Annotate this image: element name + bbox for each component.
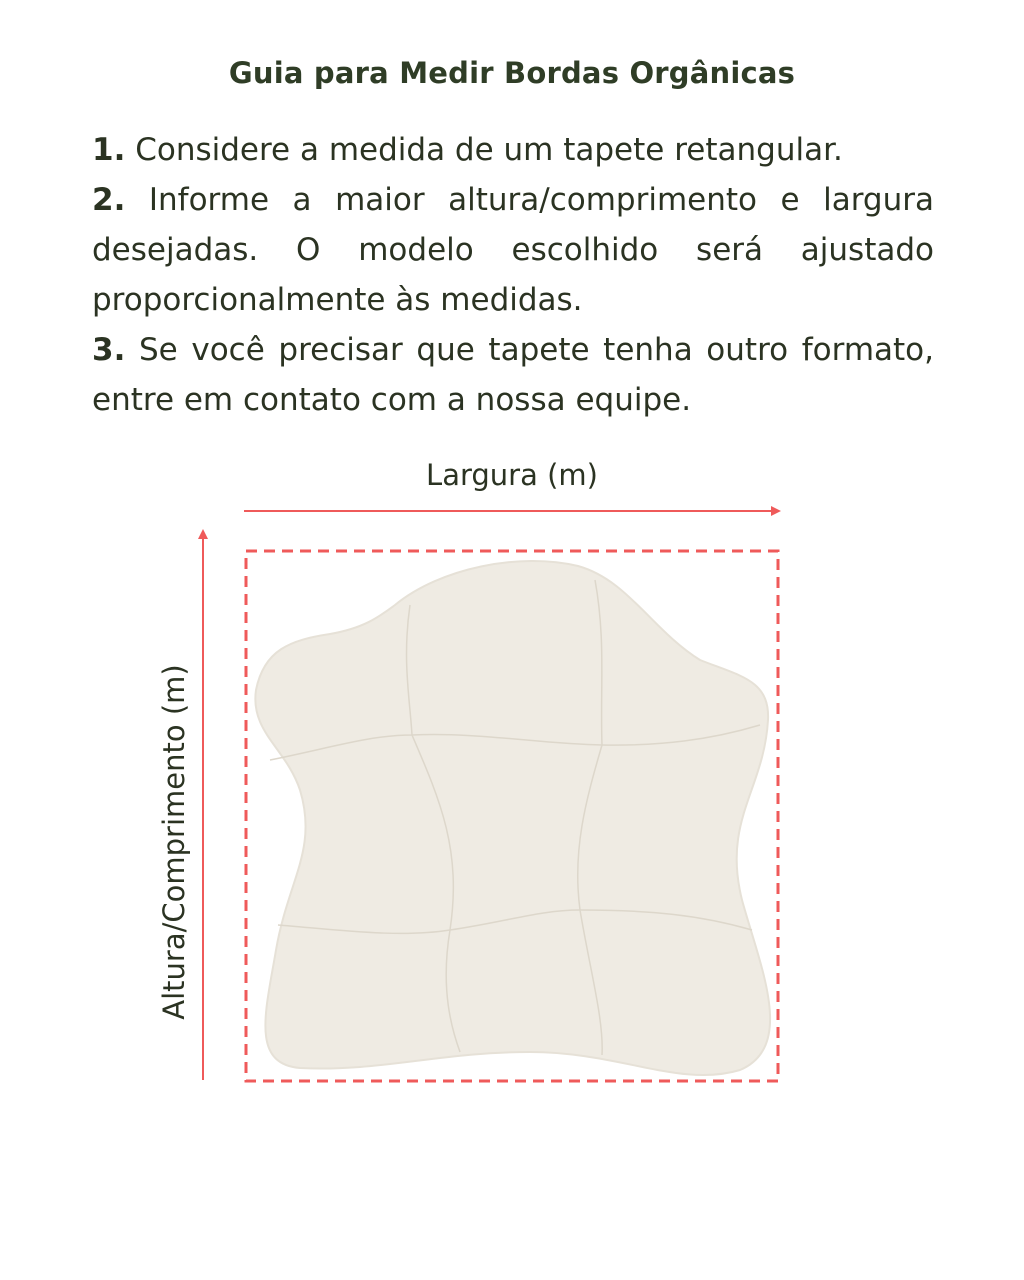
step-1-text: Considere a medida de um tapete retangular. — [135, 132, 843, 168]
step-1-number: 1. — [92, 132, 126, 168]
step-3-number: 3. — [92, 332, 126, 368]
organic-rug-shape — [255, 561, 770, 1075]
step-2-text: Informe a maior altura/comprimento e largura desejadas. O modelo escolhido será ajustado proporcionalmente às medidas. — [92, 182, 934, 318]
step-2-number: 2. — [92, 182, 126, 218]
height-label: Altura/Comprimento (m) — [157, 664, 191, 1020]
width-label: Largura (m) — [426, 458, 598, 492]
step-3-text: Se você precisar que tapete tenha outro formato, entre em contato com a nossa equipe. — [92, 332, 934, 418]
width-arrow — [244, 506, 781, 516]
height-arrow — [198, 529, 208, 1080]
page-title: Guia para Medir Bordas Orgânicas — [228, 56, 796, 90]
